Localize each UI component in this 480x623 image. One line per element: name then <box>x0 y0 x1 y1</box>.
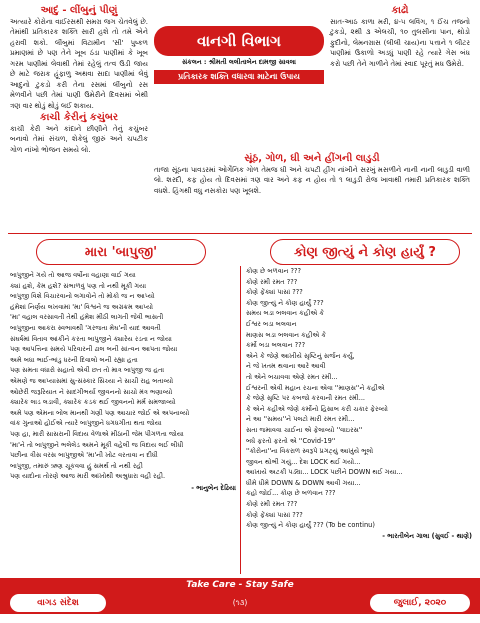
poem-lines <box>246 266 472 531</box>
recipe-title-raw-mango: કાચી કેરીનું કચુંબર <box>39 112 119 123</box>
center-spacer <box>154 88 324 152</box>
poem-line: પણ યાદોના તોરણે આજ મારી આંખોથી અશ્રુધારા વહી રહી. <box>10 472 166 481</box>
poem-line: પછીના ત્રીસ વરસ બાપુજીએ 'મા'ની ખોટ વરતાવા ન દીધી <box>10 451 158 460</box>
poem-line: બાપુજી, તમારું ઋણ ચૂકવવા હું સમર્થ તો નથી રહી <box>10 461 143 470</box>
ladudi-recipe <box>154 154 470 196</box>
poem-line: કોણ જીત્યું ને કોણ હાર્યું ??? (To be continu) <box>246 521 375 530</box>
poem-signature: - ભાનુબેન દેઢિયા <box>191 483 236 492</box>
section-divider <box>8 233 472 234</box>
footer-tagline: Take Care - Stay Safe <box>0 578 480 592</box>
recipe-title-kadha: કાઢો <box>391 5 409 16</box>
poem-line: અમે પણ એમના બોલ માનથી ગણી પણ આચાર જોઈ એ અપનાવ્યો <box>10 408 190 417</box>
poem-line: બાપુજી વિશે વિચારવાનો લગાવોને તો મોકો જ ન આપ્યો <box>10 292 155 301</box>
footer-date: જુલાઈ, ૨૦૨૦ <box>370 594 470 612</box>
poem-title-bapuji: મારા 'બાપુજી' <box>36 239 206 265</box>
poem-line: તો એને બચાવવા એણે રમત રમી... <box>246 372 338 381</box>
poem-line: હંમેશાં નિર્ણય લખવામાં 'મા' વિશ્વને જ અગ્રક્રમ આપ્યો <box>10 302 154 311</box>
poem-line: વાંક ગુનાઓ હોઈએ ત્યારે બાપુજીને ધગધગીતા થતા જોયા <box>10 419 162 428</box>
poem-line: ''કોરોના''ના વિકરાળ સ્વરૂપે પ્રગટ્યું આખુંયે ભૂલો <box>246 447 374 456</box>
poem-line: ક્યાં હશે, કેમ હશે? સંભાળવું પણ તો નથી મૂકી ગયા <box>10 281 147 290</box>
recipe-body-ladudi: તાજા સૂંઠના પાવડરમાં ઓર્ગેનિક ગોળ તેમજ ઘી અને ચપટી હીંગ નાંખીને સરખું મસળીને નાની નાની લાડુડી વાળી લો. શરદી, કફ હોય તો દિવસમાં ત્રણ વાર અને કફ ન હોય તો ૧ લાડુડી રોજ ખાવાથી તમારી પ્રતિકારક શક્તિ વધશે. હિંગથી વધુ નસકોરા પણ ખૂલશે. <box>154 165 470 195</box>
poem-line: ઈશ્વર બડા બલવાન <box>246 319 297 328</box>
poem-line: પણ હા, મારી સાસરાની વિદાય વેળાએ મીઠાની જેમ પીગળતા જોયા <box>10 429 184 438</box>
poem-signature: - ભારતીબેન ગાલા (સુવઈ - થાણે) <box>382 531 472 540</box>
recipe-title-ladudi: સૂંઠ, ગોળ, ઘી અને હીંગની લાડુડી <box>244 153 380 164</box>
sub-banner: પ્રતિકારક શક્તિ વધારવા માટેના ઉપાય <box>154 70 324 84</box>
poem-line: માણસ બડા બલવાન કહીએ કે <box>246 330 327 339</box>
column-divider <box>240 266 241 574</box>
poem-line: 'મા'ને તો બાપુજીને ભલેલેડ અમને મૂકી વહેલી જ વિદાય લઈ લીધી <box>10 440 184 449</box>
page-number: (૧૩) <box>232 598 248 607</box>
poem-line: ક્યારેક લાડ લડાવી, ક્યારેક કડક થઈ જીવનનો મર્મ સમજાવ્યો <box>10 398 176 407</box>
byline: સંકલન : શ્રીમતી લલીતાબેન દામજી સાવલા <box>181 58 297 66</box>
poem-line: સતા જમાવવા ચાઈના એ ફેલાવ્યો ''વાઇરસ'' <box>246 425 363 434</box>
recipe-title-ginger-lemon: આદું - લીંબુનું પીણું <box>40 5 118 16</box>
poem-line: સમય બડા બલવાન કહીએ કે <box>246 309 325 318</box>
poem-line: ઈશ્વરની એવી મહાન રચના એવા ''માણસ''ને કહીએ <box>246 383 385 392</box>
poem-line: બધે ફરતો ફરતો એ ''Covid-19'' <box>246 436 336 445</box>
right-recipes <box>330 6 470 69</box>
poem-lines <box>10 270 236 482</box>
poem-line: બાપુજીના આકરા સ્વભાવથી 'ગરજતા મેઘ'ની યાદ આવતી <box>10 323 161 332</box>
poem-line: અમે બધા ભાઈ-ભાંડુ ધરની દિવાલો બની રહ્યા હતા <box>10 355 138 364</box>
poem-line: કર્મો બડા બલવાન ??? <box>246 341 306 350</box>
poem-line: બાપુજીને ગયે તો આજ વર્ષોના વહાણા વાઈ ગયા <box>10 271 136 279</box>
poem-line: એને કે જેણે આખીયે સૃષ્ટિનું સર્જન કર્યું, <box>246 351 355 360</box>
poem-line: કહો જોઈ... કોણ છે બળવાન ??? <box>246 489 336 498</box>
poem-line: કોણે ફેંક્યાં પાસાં ??? <box>246 510 303 519</box>
recipe-body-kadha: સાત-આઠ કાળા મરી, ૪-૫ લવિંગ, ૧ ઈંચ તજનો ટુકડો, ૨થી ૩ એલચી, ૧૦ તુલસીના પાન, થોડો ફુદીનો, લેમનગ્રાસ (લીલી ચાય)ના પત્તાને ૧ લીટર પાણીમાં ઉકાળો અડધું પાણી રહે ત્યારે ગેસ બંધ કરો પછી તેને ગાળીને તેમાં સ્વાદ પૂરતું મધ ઉમેરો. <box>330 17 470 68</box>
poem-line: એમણે જ આપ્યાસમાં સુ-સંસ્કાર સિંચ્યા ને સાચી રાહ બતાવ્યો <box>10 376 174 385</box>
poem-line: ને જે ખતમ થવાના આરે આવી <box>246 362 326 371</box>
poem-line: કોણ છે બળવાન ??? <box>246 267 302 275</box>
left-recipes <box>10 6 148 155</box>
poem-line: કોણે ફેંક્યાં પાસાં ??? <box>246 288 303 297</box>
poem-title-kon-jityu: કોણ જીત્યું ને કોણ હાર્યું ? <box>270 239 460 265</box>
recipe-body-ginger-lemon: અત્યારે કોરોના વાઈરસથી સમગ્ર જગ ચેતવેલું છે. તેમાંથી પ્રતિકારક શક્તિ સારી હશે તો તમે એને હરાવી શકો. લીંબુમાં વિટામીન 'સી' પુષ્કળ પ્રમાણમાં છે પણ તેને ખૂબ ઠંડા પાણીમાં કે ખૂબ ગરમ પાણીમાં લેવાથી તેમાં રહેલું તત્વ ઉડી જાય છે માટે જરાક હૂંફાળુ અથવા સાદા પાણીમાં લેવું આદુનો ટુકડો કરી તેના રસમાં લીંબુનો રસ મેળવીને પછી તેમાં પાણી ઉમેરીને દિવસમાં બેથી ત્રણ વાર થોડું થોડું લઈ શકાય. <box>10 17 148 110</box>
poem-kon-jityu <box>246 266 472 541</box>
poem-line: ઓછેરી જરૂરિયાત ને સાદગીભર્યા જીવનનો સાચો મંત્ર ભણાવ્યો <box>10 387 173 396</box>
poem-line: જીવન થોભી ગયું... દેશ LOCK થઈ ગયો... <box>246 457 361 466</box>
poem-line: કોણે રમી રમત ??? <box>246 277 298 286</box>
poem-line: કે એને કહીએ જેણે કર્મોનો હિસાબ કરી ચકાર ફેરવ્યો <box>246 404 388 413</box>
poem-line: પણ આપત્તિના સમયે પરિવારની ઢાલ બની સાંત્વન આપતા જોયા <box>10 345 178 354</box>
section-banner: વાનગી વિભાગ <box>154 26 324 56</box>
recipe-body-raw-mango: કાચી કેરી અને કાંદાને છીણીને તેનું કચુંબર બનાવો તેમાં સંચળ, શેકેલું જીરું અને ચપટીક ગોળ નાંખો ભોજન સમયે લો. <box>10 124 148 154</box>
poem-line: કે જેણે સૃષ્ટિ પર કબજો કરવાની રમત રમી... <box>246 394 366 403</box>
poem-line: ને આ ''સમય''ને પલટો મારી રમત રમી... <box>246 415 355 424</box>
poem-line: કોણ જીત્યું ને કોણ હાર્યું ??? <box>246 298 324 307</box>
poem-line: કોણે રમી રમત ??? <box>246 500 298 509</box>
poem-line: ધીમે ધીમે DOWN & DOWN આવી ગયા... <box>246 478 361 487</box>
poem-line: પણ સમતા વધારો સહાતો એવી છત તો માત્ર બાપુજી જ હતા <box>10 366 165 375</box>
poem-line: 'મા' વહાલ વરસાવતી તેથી હંમેશ મીઠી લાગતી જેવી ભાસતી <box>10 313 164 322</box>
footer-publication: વાગડ સંદેશ <box>10 594 106 612</box>
poem-line: સંઘર્ષમાં વિતાવ આંકીને કરતા બાપુજીને ક્યારેય રડતા ન જોયા <box>10 334 172 343</box>
poem-bapuji <box>10 270 236 493</box>
poem-line: આખાયે અટકી પડ્યા... LOCK પછીને DOWN થઈ ગયા... <box>246 468 403 477</box>
